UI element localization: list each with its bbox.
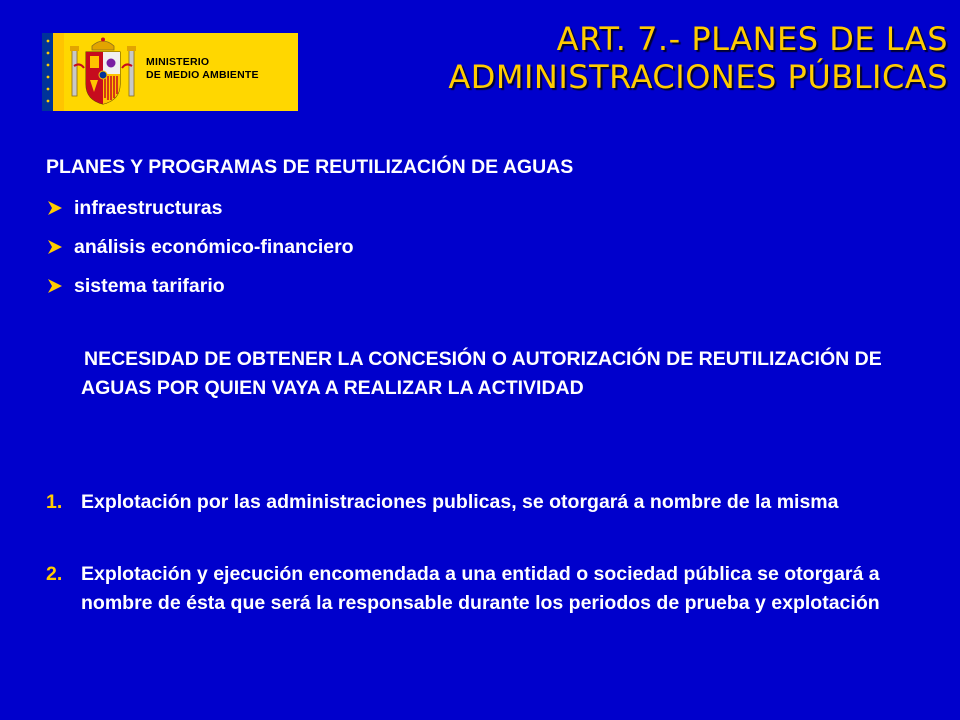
- bullet-text: análisis económico-financiero: [74, 236, 354, 258]
- arrow-bullet-icon: [46, 236, 74, 259]
- ministry-line1: MINISTERIO: [146, 56, 210, 68]
- item-text: Explotación por las administraciones publicas, se otorgará a nombre de la misma: [81, 491, 839, 513]
- title-line1: ART. 7.- PLANES DE LAS: [556, 20, 948, 58]
- item-text: Explotación y ejecución encomendada a una entidad o sociedad pública se otorgará a nombre de ésta que será la responsable durante los periodos de prueba y explotación: [81, 563, 880, 614]
- item-number: 2.: [46, 563, 63, 585]
- slide-title: [448, 20, 948, 96]
- section-heading: PLANES Y PROGRAMAS DE REUTILIZACIÓN DE AGUAS: [46, 156, 574, 178]
- eu-stars-icon: [43, 33, 53, 111]
- numbered-item: [46, 488, 906, 517]
- ministry-line2: DE MEDIO AMBIENTE: [146, 69, 259, 81]
- coat-of-arms-icon: [68, 36, 138, 108]
- arrow-bullet-icon: [46, 197, 74, 220]
- requirement-paragraph: NECESIDAD DE OBTENER LA CONCESIÓN O AUTORIZACIÓN DE REUTILIZACIÓN DE AGUAS POR QUIEN VAYA A REALIZAR LA ACTIVIDAD: [81, 348, 882, 399]
- eu-stars-strip: [42, 33, 53, 111]
- bullet-item: [46, 236, 354, 259]
- arrow-bullet-icon: [46, 275, 74, 298]
- bullet-item: [46, 197, 222, 220]
- title-line2: ADMINISTRACIONES PÚBLICAS: [448, 58, 948, 96]
- bullet-item: [46, 275, 225, 298]
- numbered-item: [46, 560, 906, 618]
- item-number: 1.: [46, 491, 63, 513]
- bullet-text: infraestructuras: [74, 197, 223, 219]
- ministry-name: [146, 56, 259, 82]
- bullet-text: sistema tarifario: [74, 275, 225, 297]
- ministry-logo: [42, 33, 298, 111]
